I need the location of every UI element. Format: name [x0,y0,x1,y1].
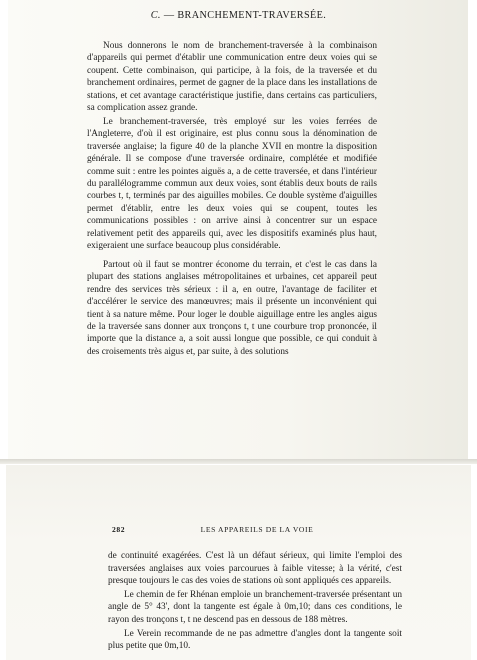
lower-text-block [108,550,402,653]
paragraph-text: Nous donnerons le nom de branchement-traversée à la combinaison d'appareils qui permet d'établir une communication entre deux voies qui se coupent. Cette combinaison, qui participe, à la fois, de la traversée et du branchement ordinaires, permet de gagner de la place dans les installations de stations, et cet avantage caractéristique justifie, dans certains cas particuliers, sa complication assez grande. [87,41,377,114]
paragraph-text: Le branchement-traversée, très employé sur les voies ferrées de l'Angleterre, d'où il est originaire, est plus connu sous la dénomination de traversée anglaise; la figure 40 de la planche XVII en montre la disposition générale. Il se compose d'une traversée ordinaire, complétée et modifiée comme suit : entre les pointes aiguës a, a de cette traversée, et dans l'intérieur du parallélogramme commun aux deux voies, sont établis deux bouts de rails courbes t, t, terminés par des aiguilles mobiles. Ce double système d'aiguilles permet d'établir, entre les deux voies qui se coupent, toutes les communications possibles : on arrive ainsi à concentrer sur un espace relativement petit des appareils qui, avec les dispositifs examinés plus haut, exigeraient une surface beaucoup plus considérable. [87,117,377,252]
paragraph-continuation: de continuité exagérées. C'est là un défaut sérieux, qui limite l'emploi des traversées anglaises aux voies parcourues à faible vitesse; à la vérité, c'est presque toujours le cas des voies de stations où sont appliqués ces appareils. [108,551,402,587]
paragraph-english-crossing [87,116,377,252]
paragraph-text: Partout où il faut se montrer économe du terrain, et c'est le cas dans la plupart des stations anglaises métropolitaines et urbaines, cet appareil peut rendre des services très sérieux : il a, en outre, l'avantage de faciliter et d'accélérer le service des manœuvres; mais il présente un inconvénient qui tient à sa nature même. Pour loger le double aiguillage entre les angles aigus de la traversée sans donner aux tronçons t, t une courbure trop prononcée, il importe que la distance a, a soit aussi longue que possible, ce qui conduit à des croisements très aigus et, par suite, à des solutions [87,260,377,357]
running-title: LES APPAREILS DE LA VOIE [200,525,314,534]
paragraph-rhenan: Le chemin de fer Rhénan emploie un branchement-traversée présentant un angle de 5° 43', dont la tangente est égale à 0m,10; dans ces conditions, le rayon des tronçons t, t ne descend pas en dessous de 188 mètres. [108,589,402,625]
running-header [112,525,402,539]
paragraph-definition [87,40,377,114]
paragraph-verein: Le Verein recommande de ne pas admettre d'angles dont la tangente soit plus petite que 0m,10. [108,628,402,652]
paragraph-economy [87,259,377,358]
section-heading [0,10,477,21]
section-letter: C. [150,10,161,21]
section-title: — BRANCHEMENT-TRAVERSÉE. [163,10,327,21]
page-number: 282 [112,525,126,534]
page-break-edge [0,459,477,464]
